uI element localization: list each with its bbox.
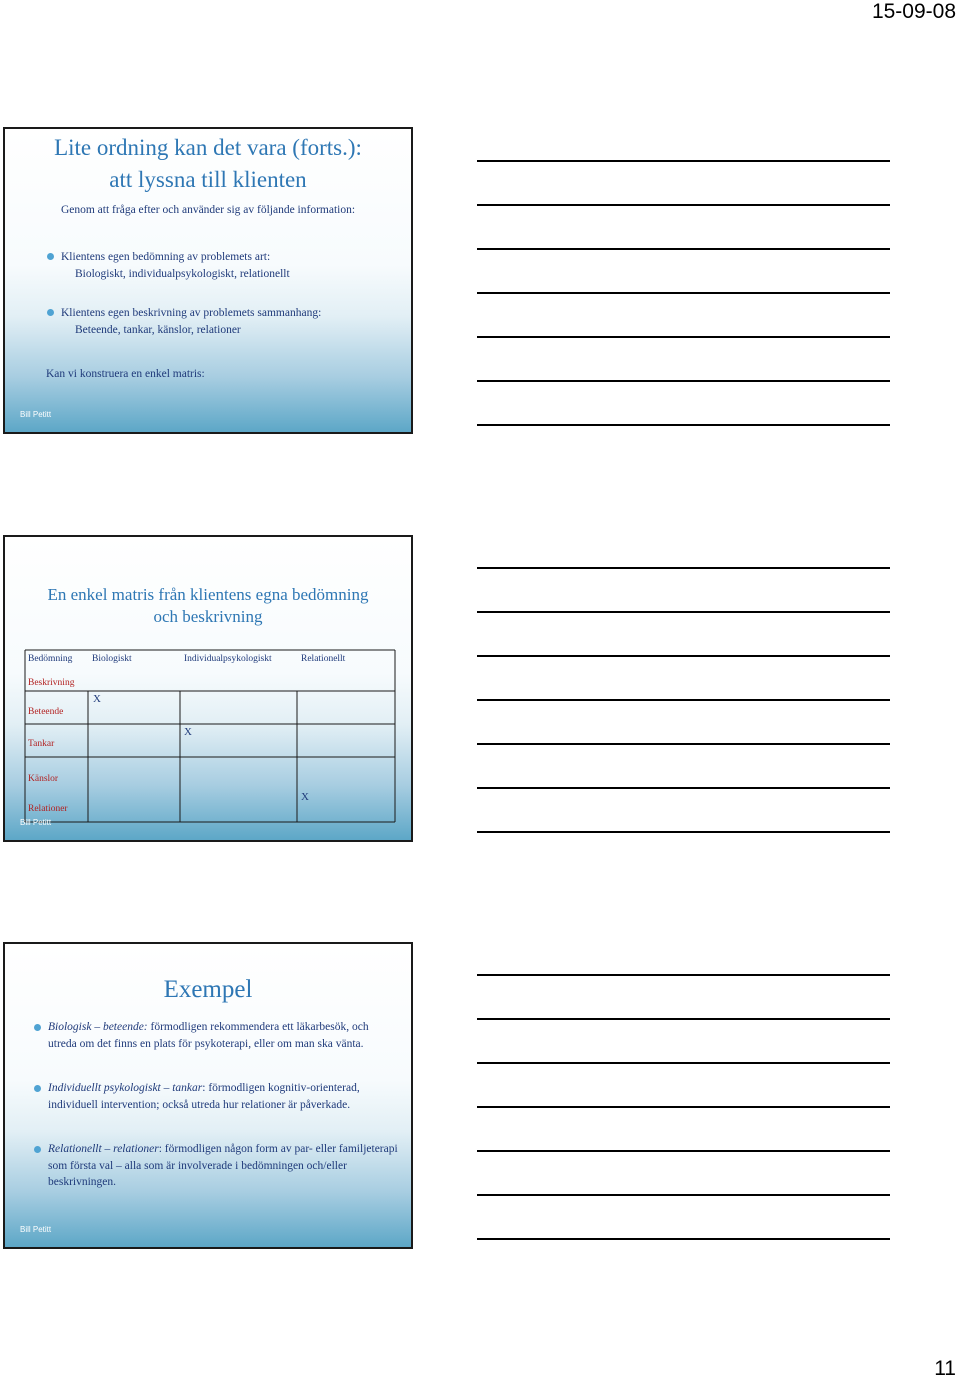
note-line [477, 831, 890, 833]
bullet-sub-text: Beteende, tankar, känslor, relationer [75, 324, 241, 336]
note-line [477, 787, 890, 789]
note-line [477, 1150, 890, 1152]
slide-1-title-line-1: Lite ordning kan det vara (forts.): [54, 135, 362, 160]
page-date: 15-09-08 [871, 0, 956, 23]
slide-footer: Bill Petitt [20, 818, 52, 827]
slide-3 [3, 942, 413, 1249]
note-line [477, 567, 890, 569]
matrix-col-relationellt: Relationellt [301, 654, 346, 664]
slide-2-title-line-2: och beskrivning [153, 607, 263, 626]
matrix-row-header: Beskrivning [28, 678, 75, 688]
note-line [477, 336, 890, 338]
slide-1-intro: Genom att fråga efter och använder sig av följande information: [60, 204, 356, 216]
bullet-dot-icon [47, 253, 54, 260]
slide-2 [3, 535, 413, 842]
slide-1-title [13, 129, 403, 196]
bullet-dot-icon [34, 1024, 41, 1031]
note-line [477, 1062, 890, 1064]
matrix-col-individualpsykologiskt: Individualpsykologiskt [184, 654, 272, 664]
bullet-dot-icon [47, 309, 54, 316]
slide-1-closing: Kan vi konstruera en enkel matris: [46, 368, 205, 380]
note-line [477, 292, 890, 294]
matrix-grid [5, 537, 413, 842]
matrix-col-biologiskt: Biologiskt [92, 654, 132, 664]
matrix-row-relationer: Relationer [28, 804, 68, 814]
matrix-mark: X [184, 726, 192, 738]
matrix-mark: X [301, 791, 309, 803]
bullet-text: Klientens egen beskrivning av problemets sammanhang: [61, 307, 322, 319]
slide-1-bullet [61, 248, 270, 266]
note-line [477, 248, 890, 250]
note-line [477, 380, 890, 382]
example-item [48, 1080, 400, 1113]
slide-footer: Bill Petitt [20, 1225, 52, 1234]
example-text: : förmodligen någon form av par- eller familjeterapi som första val – alla som är involverade i bedömningen och/eller beskrivningen. [48, 1143, 398, 1188]
note-line [477, 204, 890, 206]
note-line [477, 160, 890, 162]
bullet-dot-icon [34, 1085, 41, 1092]
example-label: Biologisk – beteende: [48, 1021, 148, 1033]
slide-1 [3, 127, 413, 434]
matrix-row-kanslor: Känslor [28, 774, 59, 784]
matrix-row-tankar: Tankar [28, 739, 55, 749]
slide-2-title-line-1: En enkel matris från klientens egna bedömning [47, 585, 369, 604]
example-label: Individuellt psykologiskt – tankar [48, 1082, 203, 1094]
matrix-mark: X [93, 693, 101, 705]
slide-1-title-line-2: att lyssna till klienten [109, 167, 307, 192]
slide-3-title: Exempel [163, 976, 253, 1003]
note-line [477, 611, 890, 613]
example-item [48, 1141, 400, 1191]
note-line [477, 1194, 890, 1196]
bullet-text: Klientens egen bedömning av problemets art: [61, 251, 271, 263]
note-line [477, 1106, 890, 1108]
example-item [48, 1019, 400, 1052]
note-line [477, 743, 890, 745]
bullet-dot-icon [34, 1146, 41, 1153]
note-line [477, 1238, 890, 1240]
note-line [477, 655, 890, 657]
slide-footer: Bill Petitt [20, 410, 52, 419]
example-text: : förmodligen kognitiv-orienterad, individuell intervention; också utreda hur relationer är påverkade. [48, 1082, 360, 1111]
note-line [477, 974, 890, 976]
example-text: förmodligen rekommendera ett läkarbesök, och utreda om det finns en plats för psykoterapi, eller om man ska vänta. [48, 1021, 369, 1050]
example-label: Relationellt – relationer [48, 1143, 159, 1155]
matrix-col-bedomning: Bedömning [28, 654, 73, 664]
slide-1-bullet [61, 304, 321, 322]
note-line [477, 424, 890, 426]
note-line [477, 699, 890, 701]
matrix-row-beteende: Beteende [28, 707, 64, 717]
note-line [477, 1018, 890, 1020]
page-number: 11 [934, 1357, 956, 1380]
bullet-sub-text: Biologiskt, individualpsykologiskt, relationellt [75, 268, 290, 280]
